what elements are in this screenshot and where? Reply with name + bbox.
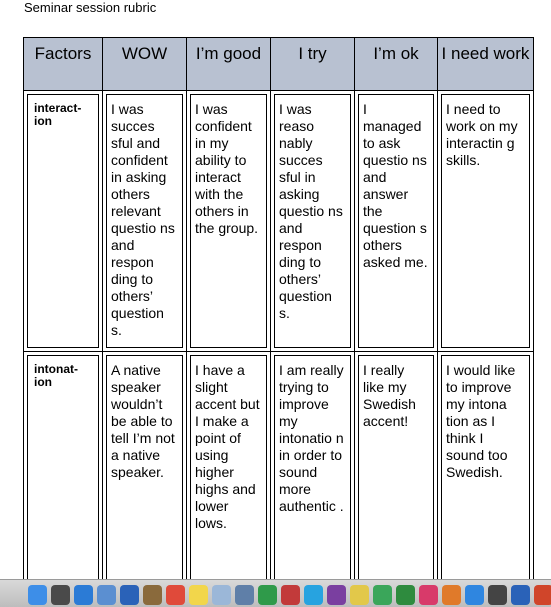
notes-icon[interactable] bbox=[189, 585, 208, 605]
photos-icon[interactable] bbox=[143, 585, 162, 605]
cell-text: I was reaso nably succes sful in asking questio ns and respon ding to others’ question s. bbox=[274, 94, 351, 348]
cell-text: I was confident in my ability to interact with the others in the group. bbox=[190, 94, 267, 348]
rubric-cell bbox=[438, 91, 534, 352]
appstore-icon[interactable] bbox=[465, 585, 484, 605]
cell-text: A native speaker wouldn’t be able to tell I’m not a native speaker. bbox=[106, 355, 183, 579]
rubric-table bbox=[23, 37, 534, 579]
rubric-cell bbox=[438, 352, 534, 580]
skype-icon[interactable] bbox=[304, 585, 323, 605]
onenote-icon[interactable] bbox=[327, 585, 346, 605]
cell-text: I managed to ask questio ns and answer the question s others asked me. bbox=[358, 94, 434, 348]
header-ok: I’m ok bbox=[355, 38, 438, 91]
cell-text: I have a slight accent but I make a point of using higher highs and lower lows. bbox=[190, 355, 267, 579]
rubric-cell bbox=[103, 91, 187, 352]
facetime-icon[interactable] bbox=[373, 585, 392, 605]
calendar-icon[interactable] bbox=[166, 585, 185, 605]
dashboard-icon[interactable] bbox=[51, 585, 70, 605]
stickies-icon[interactable] bbox=[350, 585, 369, 605]
cell-text: I need to work on my interactin g skills. bbox=[441, 94, 530, 348]
finder-icon[interactable] bbox=[28, 585, 47, 605]
finder-2-icon[interactable] bbox=[235, 585, 254, 605]
dock-icons bbox=[28, 585, 551, 607]
safari-icon[interactable] bbox=[74, 585, 93, 605]
header-row bbox=[24, 38, 534, 91]
chrome-icon[interactable] bbox=[258, 585, 277, 605]
rubric-cell bbox=[355, 352, 438, 580]
itunes-2-icon[interactable] bbox=[488, 585, 507, 605]
table-row bbox=[24, 352, 534, 580]
powerpoint-icon[interactable] bbox=[534, 585, 551, 605]
header-factors: Factors bbox=[24, 38, 103, 91]
factor-label: interact-ion bbox=[27, 94, 99, 348]
flag-icon[interactable] bbox=[281, 585, 300, 605]
itunes-icon[interactable] bbox=[419, 585, 438, 605]
cell-text: I would like to improve my intona tion as I think I sound too Swedish. bbox=[441, 355, 530, 579]
word-2-icon[interactable] bbox=[511, 585, 530, 605]
preview-icon[interactable] bbox=[212, 585, 231, 605]
excel-icon[interactable] bbox=[396, 585, 415, 605]
rubric-cell bbox=[355, 91, 438, 352]
word-icon[interactable] bbox=[120, 585, 139, 605]
rubric-cell bbox=[271, 352, 355, 580]
factor-label: intonat-ion bbox=[27, 355, 99, 579]
dock bbox=[0, 579, 551, 607]
table-row bbox=[24, 91, 534, 352]
cell-text: I was succes sful and confident in asking others relevant questio ns and respon ding to others’ question s. bbox=[106, 94, 183, 348]
header-need-work: I need work bbox=[438, 38, 534, 91]
page-title: Seminar session rubric bbox=[24, 0, 157, 15]
mail-icon[interactable] bbox=[97, 585, 116, 605]
cell-text: I really like my Swedish accent! bbox=[358, 355, 434, 579]
rubric-cell bbox=[187, 352, 271, 580]
factor-cell bbox=[24, 352, 103, 580]
header-good: I’m good bbox=[187, 38, 271, 91]
header-wow: WOW bbox=[103, 38, 187, 91]
rubric-cell bbox=[187, 91, 271, 352]
ibooks-icon[interactable] bbox=[442, 585, 461, 605]
rubric-cell bbox=[103, 352, 187, 580]
header-try: I try bbox=[271, 38, 355, 91]
cell-text: I am really trying to improve my intonatio n in order to sound more authentic . bbox=[274, 355, 351, 579]
factor-cell bbox=[24, 91, 103, 352]
rubric-cell bbox=[271, 91, 355, 352]
